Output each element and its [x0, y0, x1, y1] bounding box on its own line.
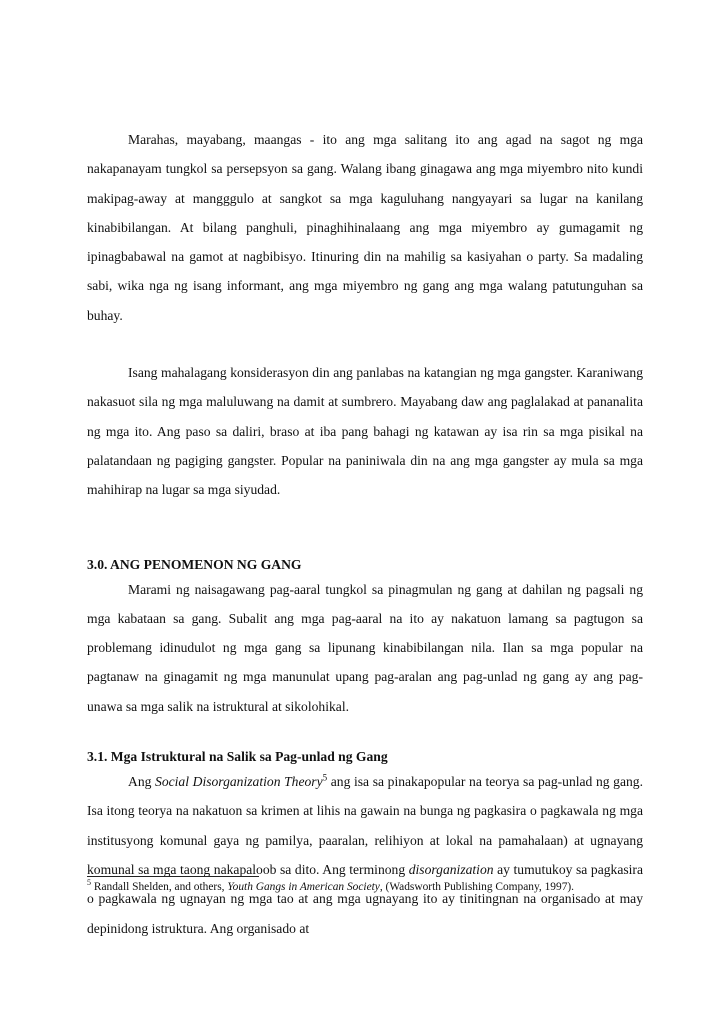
footnote-authors: Randall Shelden, and others, [91, 881, 228, 893]
section-spacer [87, 505, 643, 555]
document-body [87, 125, 643, 943]
heading-section-3-1: 3.1. Mga Istruktural na Salik sa Pag-unlad ng Gang [87, 749, 388, 765]
paragraph-gang-perception: Marahas, mayabang, maangas - ito ang mga salitang ito ang agad na sagot ng mga nakapanayam tungkol sa persepsyon sa gang. Walang ibang ginagawa ang mga miyembro nito kundi makipag-away at mangggulo at sangkot sa mga kaguluhang nangyayari sa lugar na kanilang kinabibilangan. At bilang panghuli, pinaghihinalaang ang mga miyembro ay gumagamit ng ipinagbabawal na gamot at nagbibisyo. Itinuring din na mahilig sa kasiyahan o party. Sa madaling sabi, wika nga ng isang informant, ang mga miyembro ng gang ang mga walang patutunguhan sa buhay. [87, 132, 643, 323]
footnote-book-title: Youth Gangs in American Society [227, 881, 380, 893]
footnote-divider [87, 876, 259, 877]
text-run: Ang [128, 774, 156, 790]
term-disorganization: disorganization [408, 861, 494, 877]
heading-section-3-0: 3.0. ANG PENOMENON NG GANG [87, 556, 302, 572]
section-spacer [87, 721, 643, 747]
footnote-number: 5 [87, 878, 91, 888]
paragraph-gang-phenomenon: Marami ng naisagawang pag-aaral tungkol sa pinagmulan ng gang at dahilan ng pagsali ng mga kabataan sa gang. Subalit ang mga pag-aaral na ito ay nakatuon lamang sa pagtugon sa problemang idinudulot ng mga gang sa lipunang kinabibilangan nila. Ilan sa mga popular na pagtanaw na ginagamit ng mga manunulat upang pag-aralan ang pag-unlad ng gang ay ang pag-unawa sa mga salik na istruktural at sikolohikal. [87, 581, 643, 714]
footnote [87, 879, 687, 895]
text-run: ang isa sa pinakapopular na teorya sa pag-unlad ng gang. Isa itong teorya na nakatuon sa krimen at lihis na gawain na bunga ng pagkasira o pagkawala ng mga institusyong komunal gaya ng pamilya, paaralan, relihiyon at lokal na pamahalaan) at ugnayang komunal sa mga taong nakapaloob sa dito. Ang terminong [87, 774, 643, 877]
paragraph-spacer [87, 330, 643, 358]
footnote-reference: 5 [322, 772, 328, 783]
text-run: ay tumutukoy sa pagkasira o pagkawala ng ugnayan ng mga tao at ang mga ugnayang ito ay tinitingnan na organisado at may depinidong istruktura. Ang organisado at [87, 861, 643, 936]
paragraph-gangster-appearance: Isang mahalagang konsiderasyon din ang panlabas na katangian ng mga gangster. Karaniwang nakasuot sila ng mga maluluwang na damit at sumbrero. Mayabang daw ang paglalakad at pananalita ng mga ito. Ang paso sa daliri, braso at iba pang bahagi ng katawan ay isa rin sa mga pisikal na palatandaan ng pagiging gangster. Popular na paniniwala din na ang mga gangster ay mula sa mga mahihirap na lugar sa mga siyudad. [87, 365, 643, 498]
paragraph-social-disorganization [87, 767, 643, 943]
theory-name: Social Disorganization Theory [155, 774, 323, 790]
footnote-publisher: , (Wadsworth Publishing Company, 1997). [379, 881, 575, 893]
